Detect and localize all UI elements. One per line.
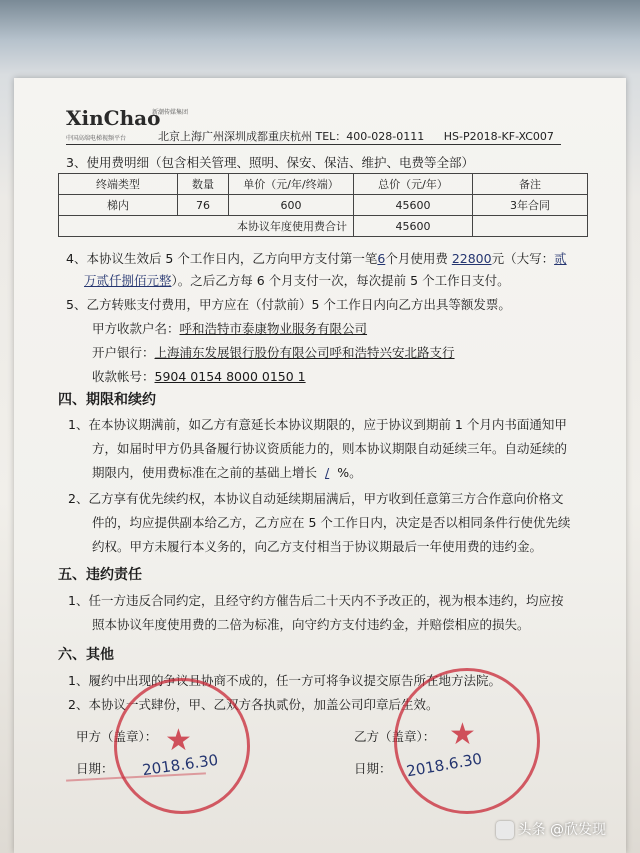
total-label: 本协议年度使用费合计: [229, 216, 354, 237]
party-a-date: 2018.6.30: [141, 750, 220, 780]
total-value: 45600: [354, 216, 473, 237]
section3-title: 3、使用费明细（包含相关管理、照明、保安、保洁、维护、电费等全部）: [66, 155, 474, 170]
s4-p1-l3: [92, 466, 362, 480]
clause4-text-b: 个月使用费: [385, 251, 448, 266]
clause5-text: 5、乙方转账支付费用，甲方应在（付款前）5 个工作日内向乙方出具等额发票。: [66, 297, 511, 312]
clause4-line2: [84, 274, 510, 288]
party-b-date: 2018.6.30: [405, 749, 484, 781]
s4-p1-l3-a: 期限内，使用费标准在之前的基础上增长: [92, 465, 318, 480]
cell-remark: 3年合同: [473, 195, 588, 216]
clause4-text-a: 4、本协议生效后 5 个工作日内，乙方向甲方支付第一笔: [66, 251, 378, 266]
th-terminal-type: 终端类型: [59, 174, 178, 195]
bank-name: 上海浦东发展银行股份有限公司呼和浩特兴安北路支行: [154, 345, 455, 360]
party-a-date-label: 日期：: [76, 761, 114, 776]
seal-star-icon: ★: [165, 723, 192, 758]
account-line: [92, 370, 306, 384]
section4-title: 四、期限和续约: [58, 392, 156, 408]
clause4-words-2: 万贰仟捌佰元整: [84, 273, 172, 288]
growth-rate: /: [325, 465, 330, 480]
cell-qty: 76: [178, 195, 229, 216]
watermark-text: 头条 @欣发现: [517, 822, 606, 838]
logo-subtitle: 中国高端电梯视频平台: [66, 135, 127, 142]
account-number: 5904 0154 8000 0150 1: [154, 369, 306, 384]
s4-p1-l3-c: %。: [337, 465, 362, 480]
clause4-months: 6: [377, 251, 386, 266]
doc-code: HS-P2018-KF-XC007: [443, 130, 554, 143]
cell-unit-price: 600: [229, 195, 354, 216]
clause4-amount: 22800: [451, 251, 492, 266]
letterhead: [66, 104, 554, 146]
party-b-date-label: 日期：: [354, 761, 392, 776]
payee-label: 甲方收款户名：: [92, 321, 180, 336]
s4-p2-l2: 件的，均应提供副本给乙方，乙方应在 5 个工作日内，决定是否以相同条件行使优先续: [92, 515, 571, 530]
logo-tag: 新潮传媒集团: [152, 109, 189, 116]
clause4-text-c: 元（大写：: [491, 251, 555, 266]
seal-star-icon: ★: [449, 717, 476, 752]
s6-p2: 2、本协议一式肆份，甲、乙双方各执贰份，加盖公司印章后生效。: [68, 697, 439, 712]
toutiao-icon: [496, 821, 514, 839]
section5-title: 五、违约责任: [58, 567, 142, 583]
toutiao-watermark: [496, 819, 606, 839]
party-a-seal: [114, 678, 250, 814]
party-a-label: 甲方（盖章）：: [76, 729, 158, 744]
table-total-row: [59, 216, 588, 237]
bank-line: [92, 346, 455, 360]
s4-p2-l1: 2、乙方享有优先续约权，本协议自动延续期届满后，甲方收到任意第三方合作意向价格文: [68, 491, 564, 506]
th-remark: 备注: [473, 174, 588, 195]
cell-total: 45600: [354, 195, 473, 216]
th-total-price: 总价（元/年）: [354, 174, 473, 195]
cities-tel: 北京上海广州深圳成都重庆杭州 TEL：400-028-0111: [158, 130, 425, 143]
clause4-text-d: ）。之后乙方每 6 个月支付一次，每次提前 5 个工作日支付。: [171, 273, 510, 288]
section6-title: 六、其他: [58, 647, 114, 663]
s4-p1-l2: 方，如届时甲方仍具备履行协议资质能力的，则本协议期限自动延续三年。自动延续的: [92, 441, 568, 456]
account-label: 收款帐号：: [92, 369, 155, 384]
th-quantity: 数量: [178, 174, 229, 195]
payee-name: 呼和浩特市泰康物业服务有限公司: [179, 321, 368, 336]
party-b-label: 乙方（盖章）：: [354, 729, 436, 744]
bank-label: 开户银行：: [92, 345, 155, 360]
payee-line: [92, 322, 367, 336]
party-b-seal: [394, 668, 540, 814]
s6-p1: 1、履约中出现的争议且协商不成的，任一方可将争议提交原告所在地方法院。: [68, 673, 501, 688]
contract-page: [14, 78, 626, 853]
clause4-line1: [66, 252, 567, 266]
cell-type: 梯内: [59, 195, 178, 216]
s5-p1-l1: 1、任一方违反合同约定，且经守约方催告后二十天内不予改正的，视为根本违约，均应按: [68, 593, 564, 608]
table-row: [59, 195, 588, 216]
table-header-row: [59, 174, 588, 195]
header-contact: [158, 128, 554, 144]
s4-p2-l3: 约权。甲方未履行本义务的，向乙方支付相当于协议期最后一年使用费的违约金。: [92, 539, 543, 554]
clause4-words-1: 贰: [554, 251, 567, 266]
header-divider: [66, 144, 561, 145]
th-unit-price: 单价（元/年/终端）: [229, 174, 354, 195]
fee-table: [58, 173, 588, 237]
xinchao-logo: XinChao: [66, 106, 161, 130]
s4-p1-l1: 1、在本协议期满前，如乙方有意延长本协议期限的，应于协议到期前 1 个月内书面通知甲: [68, 417, 567, 432]
s5-p1-l2: 照本协议年度使用费的二倍为标准，向守约方支付违约金，并赔偿相应的损失。: [92, 617, 530, 632]
